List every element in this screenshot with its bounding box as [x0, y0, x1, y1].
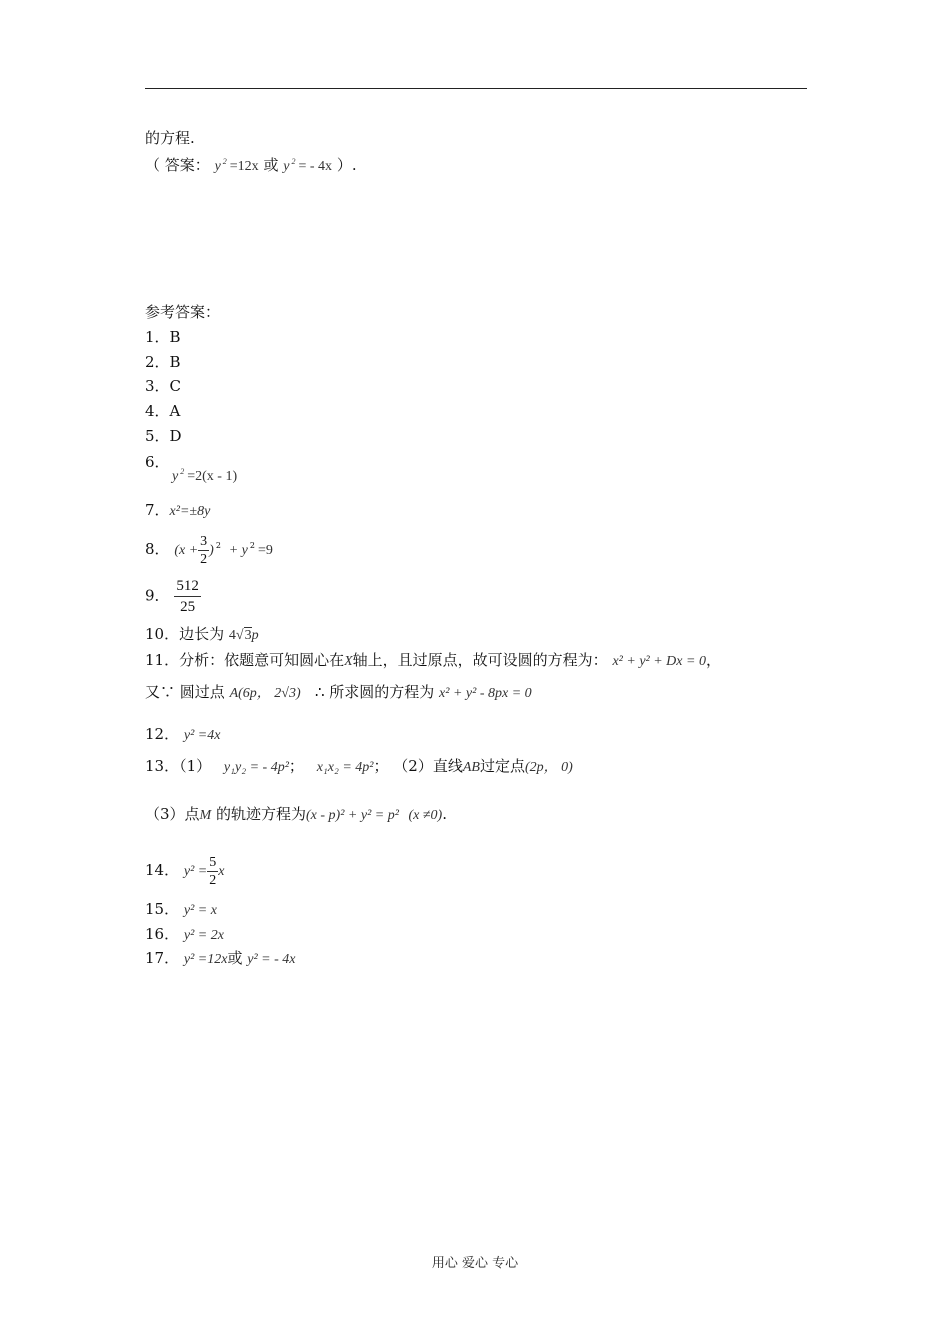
header-rule: [145, 88, 807, 89]
answer-item-1: 1．B: [145, 328, 181, 346]
answer-item-12: 12． y² =4x: [145, 725, 221, 743]
answer-item-8: 8． (x + $\frac{3}{2}$ ) $^2$ + y $^2$ =9: [145, 533, 273, 567]
answer-item-16: 16． y² = 2x: [145, 925, 224, 943]
answer-eq1: =12x: [229, 159, 259, 174]
answer-11-cont: 又∵ 圆过点 A(6p， 2√3) ∴ 所求圆的方程为 x² + y² - 8px = 0: [145, 683, 532, 701]
answer-item-13: 13．（1） y₁y₂ = - 4p²； x₁x₂ = 4p²； （2）直线AB过定点(2p， 0): [145, 757, 573, 775]
answer-item-2: 2．B: [145, 353, 181, 371]
answer-item-15: 15． y² = x: [145, 900, 217, 918]
answer-6-formula: y $^2$ =2(x - 1): [172, 467, 238, 484]
fraction: $\frac{512}{25}$: [176, 578, 199, 615]
page-footer: 用心 爱心 专心: [431, 1256, 519, 1271]
answer-item-7: 7．x²=±8y: [145, 501, 211, 519]
answer-item-11: 11．分析：依题意可知圆心在X轴上，且过原点，故可设圆的方程为： x² + y² + Dx = 0，: [145, 651, 721, 669]
answer-item-6: 6．: [145, 453, 170, 471]
question-tail: [145, 128, 195, 148]
answer-13-cont: （3）点M 的轨迹方程为(x - p)² + y² = p² (x ≠0).: [145, 805, 447, 823]
answer-item-4: 4．A: [145, 402, 181, 420]
answers-title: 参考答案：: [145, 303, 221, 321]
answer-item-10: 10．边长为 4√3p: [145, 625, 259, 643]
question-answer: （ 答案： y $^2$ =12x 或 y $^2$ = - 4x ）.: [145, 156, 357, 174]
answer-item-3: 3．C: [145, 377, 182, 395]
fraction: $\frac{3}{2}$: [200, 533, 208, 567]
answer-eq2: = - 4x: [298, 159, 333, 174]
answer-item-9: 9． $\frac{512}{25}$: [145, 578, 199, 615]
answer-item-17: 17． y² =12x或 y² = - 4x: [145, 949, 296, 967]
question-tail-text: 的方程.: [145, 129, 195, 147]
fraction: $\frac{5}{2}$: [209, 854, 217, 888]
answer-item-14: 14． y² = $\frac{5}{2}$ x: [145, 854, 225, 888]
answer-item-5: 5．D: [145, 427, 182, 445]
